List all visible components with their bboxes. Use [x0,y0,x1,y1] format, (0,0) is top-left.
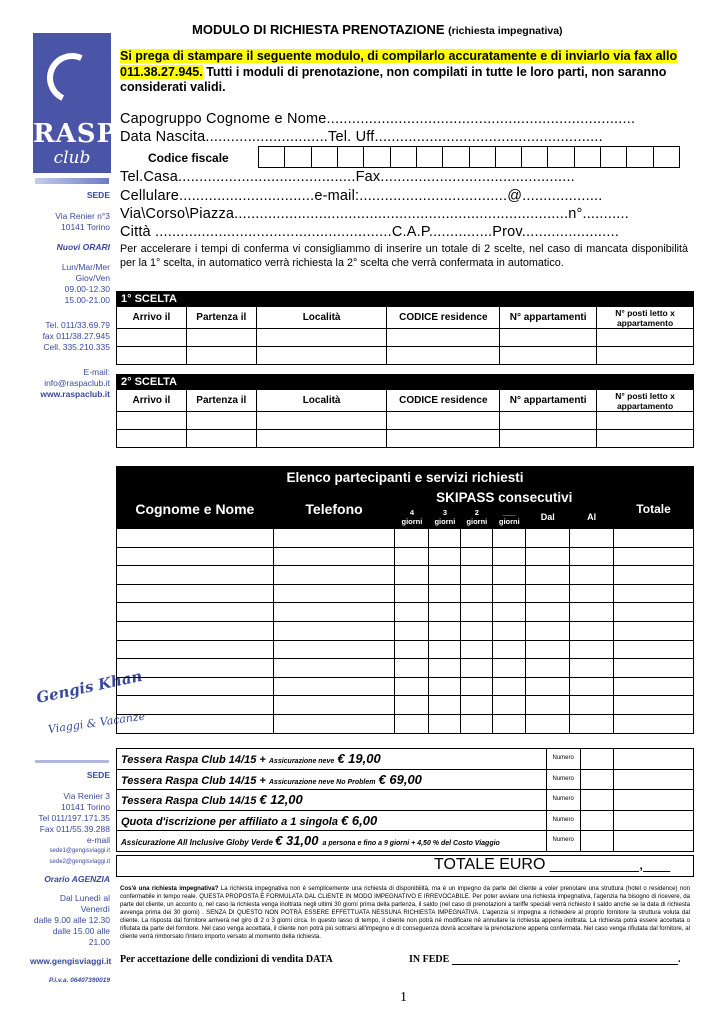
raspa-cell: Cell. 335.210.335 [43,342,110,352]
table-cell[interactable] [570,714,614,733]
table-cell[interactable] [614,566,694,585]
table-row [117,347,694,365]
cf-cell[interactable] [364,147,390,167]
warning-highlight: Si prega di stampare il seguente modulo, di compilarlo accuratamente e di inviarlo via fax allo 011.38.27.945. [120,49,678,79]
service-numero-label: Numero [546,769,580,790]
table-cell[interactable] [570,621,614,640]
totale-euro[interactable]: TOTALE EURO __________,___ [434,856,670,873]
col-posti-letto: N° posti letto x appartamento [597,307,694,329]
table-cell[interactable] [429,677,461,696]
raspa-club-logo [33,33,137,173]
fine-print-text: La richiesta impegnativa non è semplicemente una richiesta di disponibilità, ma è un impegno da parte del cliente a voler prenotare una struttura (hotel o residence) non confermabile in tempo reale. QUESTA PROPOSTA È FORMULATA DAL CLIENTE IN MODO IMPEGNATIVO E IRREVOCABILE. Per poter avviare una richiesta impegnativa, l'agenzia ha bisogno di ricevere, da parte del cliente, un acconto o, nel caso la richiesta venga inoltrata negli ultimi 30 giorni prima della partenza, il saldo (nel caso di prenotazioni a tariffe speciali verrà richiesto il saldo anche se la data di richiesta avvenga prima dei 30 giorni) . SENZA DI QUESTO NON POTRÀ ESSERE EFFETTUATA NESSUNA RICHIESTA IMPEGNATIVA. L'agenzia si impegna a richiedere al proprio fornitore la struttura voluta dal cliente. La risposta dal fornitore arriverà nel giro di 2 o 3 giorni circa. In questo lasso di tempo, il cliente non potrà né modificare né annullare la richiesta appena inoltrata. La richiesta potrà essere accettata o rifiutata da parte del fornitore. Nel caso venga accettata, il cliente non potrà più sottrarsi all'impegno e di conseguenza dovrà accettare la prenotazione appena confermata. Nel caso venga rifiutata dal fornitore, al cliente verrà rimborsato l'intero importo versato al momento della richiesta. [120,885,691,940]
col-partenza: Partenza il [186,307,256,329]
table-row [117,329,694,347]
col-codice: CODICE residence [387,307,500,329]
cf-cell[interactable] [575,147,601,167]
table-cell[interactable] [273,584,395,603]
col-3-giorni: 3 giorni [429,507,461,529]
table-cell[interactable] [614,529,694,548]
cf-cell[interactable] [443,147,469,167]
table-cell[interactable] [461,584,493,603]
table-cell[interactable] [117,677,274,696]
table-cell[interactable] [429,714,461,733]
table-cell[interactable] [395,547,429,566]
codice-fiscale-label: Codice fiscale [148,151,229,165]
table-cell[interactable] [570,603,614,622]
gengis-orario-label: Orario AGENZIA [44,874,110,884]
gengis-contact-info [30,770,110,986]
cf-cell[interactable] [259,147,285,167]
table-cell[interactable] [273,621,395,640]
table-row [117,621,694,640]
table-cell[interactable] [273,529,395,548]
table-cell[interactable] [570,677,614,696]
gengis-piva: P.i.v.a. 06407390019 [49,977,110,984]
service-numero-field[interactable] [580,749,614,770]
table-cell[interactable] [273,566,395,585]
raspa-sede-label: SEDE [86,190,110,200]
table-cell[interactable] [461,547,493,566]
table-cell[interactable] [614,714,694,733]
table-cell[interactable] [461,677,493,696]
form-title [192,22,563,37]
table-cell[interactable] [117,696,274,715]
table-cell[interactable] [461,603,493,622]
table-cell[interactable] [117,659,274,678]
table-cell[interactable] [614,621,694,640]
fine-print-question: Cos'è una richiesta impegnativa? [120,885,219,892]
col-arrivo: Arrivo il [117,390,187,412]
table-cell[interactable] [493,659,526,678]
raspa-hours2: 15.00-21.00 [64,295,110,305]
table-cell[interactable] [429,659,461,678]
table-cell[interactable] [117,547,274,566]
indirizzo-field[interactable]: Via\Corso\Piazza...............................................................................n°........... [120,206,629,222]
acceptance-dot: . [678,954,681,965]
gengis-email1[interactable]: sede1@gengisviaggi.it [49,848,110,854]
table-cell[interactable] [273,714,395,733]
table-cell[interactable] [117,603,274,622]
gengis-address1: Via Renier 3 [63,791,110,801]
in-fede-label: IN FEDE [409,954,450,965]
table-cell[interactable] [429,566,461,585]
table-cell[interactable] [273,696,395,715]
table-cell[interactable] [493,714,526,733]
table-cell[interactable] [395,714,429,733]
scelta2-title: 2° SCELTA [117,375,694,390]
gengis-fax: Fax 011/55.39.288 [39,824,110,834]
col-cognome-nome: Cognome e Nome [117,489,274,529]
service-label: Tessera Raspa Club 14/15 + Assicurazione neve € 19,00 [117,749,547,770]
raspa-fax: fax 011/38.27.945 [42,331,110,341]
table-cell[interactable] [526,603,570,622]
table-row [117,412,694,430]
table-cell[interactable] [117,584,274,603]
table-cell[interactable] [526,696,570,715]
sidebar-divider [35,178,109,184]
table-cell[interactable] [493,696,526,715]
table-cell[interactable] [395,621,429,640]
table-cell[interactable] [614,640,694,659]
table-cell[interactable] [273,640,395,659]
table-cell[interactable] [429,584,461,603]
service-numero-label: Numero [546,749,580,770]
raspa-days1: Lun/Mar/Mer [61,262,110,272]
gengis-logo-line2: Viaggi & Vacanze [47,709,146,737]
raspa-hours1: 09.00-12.30 [64,284,110,294]
table-row [117,659,694,678]
cf-cell[interactable] [312,147,338,167]
service-numero-field[interactable] [580,790,614,811]
raspa-address1: Via Renier n°3 [55,211,110,221]
gengis-logo-line1: Gengis Khan [34,666,144,707]
gengis-tel: Tel 011/197.171.35 [38,813,110,823]
service-numero-label: Numero [546,810,580,831]
service-totale-field[interactable] [614,831,694,852]
service-row [117,769,694,790]
warning-notice [120,49,680,96]
table-cell[interactable] [570,640,614,659]
service-totale-field[interactable] [614,810,694,831]
col-totale: Totale [614,489,694,529]
table-cell[interactable] [429,640,461,659]
raspa-email-label: E-mail: [83,367,110,377]
table-cell[interactable] [570,529,614,548]
service-label: Quota d'iscrizione per affiliato a 1 singola € 6,00 [117,810,547,831]
table-cell[interactable] [395,659,429,678]
table-cell[interactable] [429,603,461,622]
col-skipass: SKIPASS consecutivi [395,489,614,507]
table-cell[interactable] [273,547,395,566]
table-cell[interactable] [614,584,694,603]
table-row [117,677,694,696]
raspa-contact-info [30,190,110,400]
table-cell[interactable] [614,659,694,678]
table-cell[interactable] [614,677,694,696]
capogruppo-field[interactable]: Capogruppo Cognome e Nome......................................................................... [120,111,636,127]
cf-cell[interactable] [285,147,311,167]
table-row [117,714,694,733]
table-cell[interactable] [493,566,526,585]
service-numero-field[interactable] [580,831,614,852]
cf-cell[interactable] [654,147,679,167]
table-cell[interactable] [614,547,694,566]
service-row [117,831,694,852]
cf-cell[interactable] [496,147,522,167]
table-cell[interactable] [395,603,429,622]
table-cell[interactable] [526,584,570,603]
cellulare-field[interactable]: Cellulare................................e-mail:...................................@................... [120,188,603,204]
table-cell[interactable] [526,677,570,696]
cf-cell[interactable] [548,147,574,167]
table-cell[interactable] [117,566,274,585]
col-al: Al [570,507,614,529]
table-cell[interactable] [526,547,570,566]
table-row [117,584,694,603]
tel-casa-field[interactable]: Tel.Casa..........................................Fax.............................................. [120,169,575,185]
col-posti-letto: N° posti letto x appartamento [597,390,694,412]
table-cell[interactable] [117,714,274,733]
table-cell[interactable] [493,621,526,640]
cf-cell[interactable] [470,147,496,167]
cf-cell[interactable] [417,147,443,167]
col-partenza: Partenza il [186,390,256,412]
table-cell[interactable] [117,529,274,548]
services-table [116,748,694,852]
cf-cell[interactable] [627,147,653,167]
gengis-days: Dal Lunedì al Venerdì [59,893,110,914]
table-cell[interactable] [493,640,526,659]
raspa-logo-sub: club [53,148,91,168]
table-cell[interactable] [526,714,570,733]
scelta2-table [116,374,694,448]
gengis-divider [35,760,109,763]
gengis-khan-logo [30,666,146,762]
service-row [117,749,694,770]
raspa-logo-name: RASPA [33,119,137,149]
col-appartamenti: N° appartamenti [500,390,597,412]
gengis-email2[interactable]: sede2@gengisviaggi.it [49,859,110,865]
warning-rest: Tutti i moduli di prenotazione, non compilati in tutte le loro parti, non saranno considerati validi. [120,64,667,94]
acceptance-label: Per accettazione delle condizioni di vendita DATA [120,954,333,965]
col-dal: Dal [526,507,570,529]
col-codice: CODICE residence [387,390,500,412]
table-cell[interactable] [395,640,429,659]
cf-cell[interactable] [601,147,627,167]
table-cell[interactable] [429,696,461,715]
table-cell[interactable] [614,603,694,622]
form-title-note: (richiesta impegnativa) [448,25,563,37]
form-title-main: MODULO DI RICHIESTA PRENOTAZIONE [192,22,445,37]
table-cell[interactable] [570,547,614,566]
table-row [117,566,694,585]
table-cell[interactable] [493,529,526,548]
cf-cell[interactable] [522,147,548,167]
col-arrivo: Arrivo il [117,307,187,329]
gengis-address2: 10141 Torino [61,802,110,812]
page-number: 1 [400,990,407,1005]
table-cell[interactable] [493,584,526,603]
table-cell[interactable] [461,566,493,585]
table-cell[interactable] [570,584,614,603]
table-cell[interactable] [117,640,274,659]
table-cell[interactable] [570,659,614,678]
table-cell[interactable] [429,547,461,566]
table-row [117,603,694,622]
gengis-hours2: dalle 15.00 alle 21.00 [52,926,110,947]
table-cell[interactable] [461,529,493,548]
table-cell[interactable] [493,677,526,696]
gengis-website[interactable]: www.gengisviaggi.it [30,956,112,966]
service-row [117,810,694,831]
col-4-giorni: 4 giorni [395,507,429,529]
table-row [117,640,694,659]
raspa-orari-label: Nuovi ORARI [56,242,110,252]
table-row [117,696,694,715]
service-label: Tessera Raspa Club 14/15 + Assicurazione neve No Problem € 69,00 [117,769,547,790]
service-totale-field[interactable] [614,769,694,790]
participants-title: Elenco partecipanti e servizi richiesti [117,467,694,489]
raspa-address2: 10141 Torino [61,222,110,232]
table-cell[interactable] [395,566,429,585]
logo-swirl-icon [40,46,104,110]
table-cell[interactable] [273,603,395,622]
table-cell[interactable] [526,659,570,678]
table-cell[interactable] [461,714,493,733]
service-label: Tessera Raspa Club 14/15 € 12,00 [117,790,547,811]
data-nascita-field[interactable]: Data Nascita.............................Tel. Uff...................................................... [120,129,603,145]
table-cell[interactable] [395,584,429,603]
gengis-email-label: e-mail [86,835,110,845]
gengis-hours1: dalle 9.00 alle 12.30 [33,915,110,925]
service-numero-label: Numero [546,831,580,852]
table-cell[interactable] [526,566,570,585]
col-telefono: Telefono [273,489,395,529]
service-totale-field[interactable] [614,749,694,770]
table-cell[interactable] [526,640,570,659]
gengis-sede-label: SEDE [86,770,110,780]
info-paragraph: Per accelerare i tempi di conferma vi consigliammo di inserire un totale di 2 scelte, nel caso di mancata disponibilità per la 1° scelta, in automatico verrà richiesta la 2° scelta che verrà confermata in automatico. [120,243,688,269]
citta-field[interactable]: Città ........................................................C.A.P...............Prov....................... [120,224,620,240]
table-cell[interactable] [493,603,526,622]
table-cell[interactable] [614,696,694,715]
table-row [117,430,694,448]
table-cell[interactable] [429,529,461,548]
fine-print [120,885,690,941]
col-other-giorni: ___ giorni [493,507,526,529]
service-numero-label: Numero [546,790,580,811]
table-cell[interactable] [395,529,429,548]
table-cell[interactable] [461,696,493,715]
table-cell[interactable] [273,659,395,678]
table-cell[interactable] [461,640,493,659]
table-cell[interactable] [526,621,570,640]
service-numero-field[interactable] [580,769,614,790]
raspa-tel: Tel. 011/33.69.79 [45,320,110,330]
signature-line[interactable] [452,964,678,965]
cf-cell[interactable] [391,147,417,167]
table-cell[interactable] [117,621,274,640]
table-cell[interactable] [273,677,395,696]
table-cell[interactable] [429,621,461,640]
scelta1-title: 1° SCELTA [117,292,694,307]
codice-fiscale-grid[interactable] [258,146,680,168]
col-localita: Località [256,307,387,329]
service-label: Assicurazione All Inclusive Globy Verde € 31,00 a persona e fino a 9 giorni + 4,50 % del Costo Viaggio [117,831,547,852]
table-row [117,547,694,566]
table-cell[interactable] [461,659,493,678]
participants-table [116,466,694,734]
table-cell[interactable] [570,566,614,585]
cf-cell[interactable] [338,147,364,167]
table-row [117,529,694,548]
scelta1-table [116,291,694,365]
table-cell[interactable] [395,677,429,696]
table-cell[interactable] [493,547,526,566]
table-cell[interactable] [395,696,429,715]
table-cell[interactable] [461,621,493,640]
col-2-giorni: 2 giorni [461,507,493,529]
col-localita: Località [256,390,387,412]
service-numero-field[interactable] [580,810,614,831]
service-totale-field[interactable] [614,790,694,811]
raspa-email[interactable]: info@raspaclub.it [44,378,110,388]
table-cell[interactable] [570,696,614,715]
raspa-website[interactable]: www.raspaclub.it [40,389,110,399]
table-cell[interactable] [526,529,570,548]
service-row [117,790,694,811]
col-appartamenti: N° appartamenti [500,307,597,329]
raspa-days2: Giov/Ven [75,273,110,283]
